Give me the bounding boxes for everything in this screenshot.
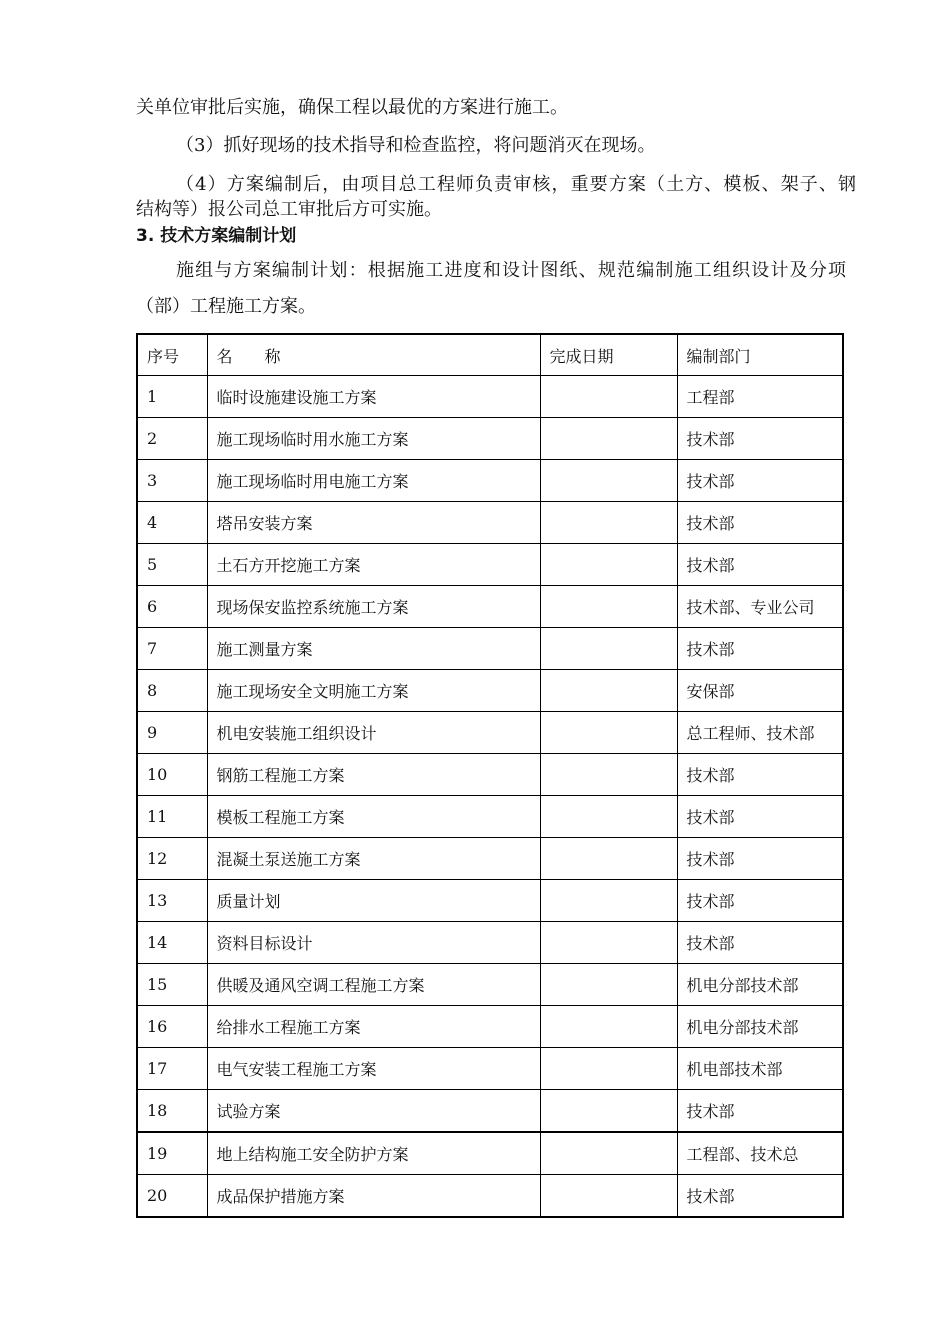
cell-no: 9 <box>137 712 207 754</box>
cell-date <box>540 460 677 502</box>
table-row <box>137 376 843 418</box>
cell-name: 临时设施建设施工方案 <box>207 376 540 418</box>
cell-date <box>540 712 677 754</box>
cell-no: 12 <box>137 838 207 880</box>
cell-no: 1 <box>137 376 207 418</box>
table-row <box>137 502 843 544</box>
cell-date <box>540 1006 677 1048</box>
cell-name: 施工现场临时用水施工方案 <box>207 418 540 460</box>
cell-dept: 技术部、专业公司 <box>677 586 843 628</box>
paragraph-item-3: （3）抓好现场的技术指导和检查监控，将问题消灭在现场。 <box>176 135 656 156</box>
cell-dept: 技术部 <box>677 754 843 796</box>
table-row <box>137 964 843 1006</box>
section-heading: 3. 技术方案编制计划 <box>136 226 297 246</box>
table-row <box>137 544 843 586</box>
cell-date <box>540 1090 677 1133</box>
table-row <box>137 628 843 670</box>
table-row <box>137 460 843 502</box>
cell-no: 6 <box>137 586 207 628</box>
cell-dept: 工程部 <box>677 376 843 418</box>
cell-date <box>540 502 677 544</box>
cell-date <box>540 418 677 460</box>
table-row <box>137 418 843 460</box>
cell-no: 8 <box>137 670 207 712</box>
header-date: 完成日期 <box>540 334 677 376</box>
table-row <box>137 1006 843 1048</box>
cell-dept: 安保部 <box>677 670 843 712</box>
cell-name: 电气安装工程施工方案 <box>207 1048 540 1090</box>
paragraph-item-4-line1: （4）方案编制后，由项目总工程师负责审核，重要方案（土方、模板、架子、钢 <box>176 174 856 195</box>
cell-name: 土石方开挖施工方案 <box>207 544 540 586</box>
cell-name: 混凝土泵送施工方案 <box>207 838 540 880</box>
table-row <box>137 670 843 712</box>
cell-name: 供暖及通风空调工程施工方案 <box>207 964 540 1006</box>
table-header-row <box>137 334 843 376</box>
cell-dept: 工程部、技术总 <box>677 1132 843 1175</box>
cell-no: 7 <box>137 628 207 670</box>
cell-date <box>540 1048 677 1090</box>
cell-dept: 机电部技术部 <box>677 1048 843 1090</box>
cell-dept: 技术部 <box>677 796 843 838</box>
table-row <box>137 1175 843 1218</box>
cell-date <box>540 1132 677 1175</box>
cell-name: 现场保安监控系统施工方案 <box>207 586 540 628</box>
cell-date <box>540 796 677 838</box>
cell-name: 地上结构施工安全防护方案 <box>207 1132 540 1175</box>
cell-dept: 机电分部技术部 <box>677 1006 843 1048</box>
cell-date <box>540 1175 677 1218</box>
table-row <box>137 1090 843 1133</box>
cell-no: 13 <box>137 880 207 922</box>
paragraph-approval: 关单位审批后实施，确保工程以最优的方案进行施工。 <box>136 97 568 118</box>
cell-dept: 技术部 <box>677 628 843 670</box>
paragraph-item-4-line2: 结构等）报公司总工审批后方可实施。 <box>136 199 442 220</box>
table-row <box>137 754 843 796</box>
table-row <box>137 796 843 838</box>
cell-no: 11 <box>137 796 207 838</box>
cell-name: 钢筋工程施工方案 <box>207 754 540 796</box>
plan-table <box>136 333 844 1218</box>
cell-no: 17 <box>137 1048 207 1090</box>
table-row <box>137 586 843 628</box>
cell-date <box>540 880 677 922</box>
cell-name: 施工现场安全文明施工方案 <box>207 670 540 712</box>
cell-name: 试验方案 <box>207 1090 540 1133</box>
cell-date <box>540 586 677 628</box>
cell-dept: 技术部 <box>677 1175 843 1218</box>
cell-dept: 技术部 <box>677 418 843 460</box>
cell-name: 机电安装施工组织设计 <box>207 712 540 754</box>
cell-no: 2 <box>137 418 207 460</box>
header-dept: 编制部门 <box>677 334 843 376</box>
cell-dept: 技术部 <box>677 880 843 922</box>
cell-dept: 技术部 <box>677 922 843 964</box>
cell-date <box>540 376 677 418</box>
cell-date <box>540 544 677 586</box>
table-row <box>137 880 843 922</box>
cell-name: 给排水工程施工方案 <box>207 1006 540 1048</box>
cell-no: 10 <box>137 754 207 796</box>
cell-date <box>540 670 677 712</box>
cell-dept: 机电分部技术部 <box>677 964 843 1006</box>
cell-no: 3 <box>137 460 207 502</box>
table-row <box>137 1048 843 1090</box>
cell-name: 塔吊安装方案 <box>207 502 540 544</box>
paragraph-plan-line2: （部）工程施工方案。 <box>136 296 316 317</box>
cell-name: 模板工程施工方案 <box>207 796 540 838</box>
cell-no: 15 <box>137 964 207 1006</box>
cell-name: 成品保护措施方案 <box>207 1175 540 1218</box>
cell-name: 施工测量方案 <box>207 628 540 670</box>
header-no: 序号 <box>137 334 207 376</box>
table-row <box>137 838 843 880</box>
table-row <box>137 922 843 964</box>
cell-name: 资料目标设计 <box>207 922 540 964</box>
cell-date <box>540 964 677 1006</box>
cell-dept: 技术部 <box>677 838 843 880</box>
cell-date <box>540 922 677 964</box>
table-row <box>137 1132 843 1175</box>
cell-date <box>540 628 677 670</box>
cell-no: 14 <box>137 922 207 964</box>
cell-no: 4 <box>137 502 207 544</box>
cell-dept: 技术部 <box>677 544 843 586</box>
cell-no: 5 <box>137 544 207 586</box>
table-row <box>137 712 843 754</box>
cell-no: 20 <box>137 1175 207 1218</box>
cell-date <box>540 838 677 880</box>
cell-name: 施工现场临时用电施工方案 <box>207 460 540 502</box>
cell-no: 19 <box>137 1132 207 1175</box>
cell-name: 质量计划 <box>207 880 540 922</box>
cell-no: 16 <box>137 1006 207 1048</box>
cell-date <box>540 754 677 796</box>
cell-dept: 技术部 <box>677 502 843 544</box>
cell-no: 18 <box>137 1090 207 1133</box>
cell-dept: 总工程师、技术部 <box>677 712 843 754</box>
cell-dept: 技术部 <box>677 1090 843 1133</box>
cell-dept: 技术部 <box>677 460 843 502</box>
paragraph-plan-line1: 施组与方案编制计划：根据施工进度和设计图纸、规范编制施工组织设计及分项 <box>176 260 846 281</box>
header-name: 名 称 <box>207 334 540 376</box>
